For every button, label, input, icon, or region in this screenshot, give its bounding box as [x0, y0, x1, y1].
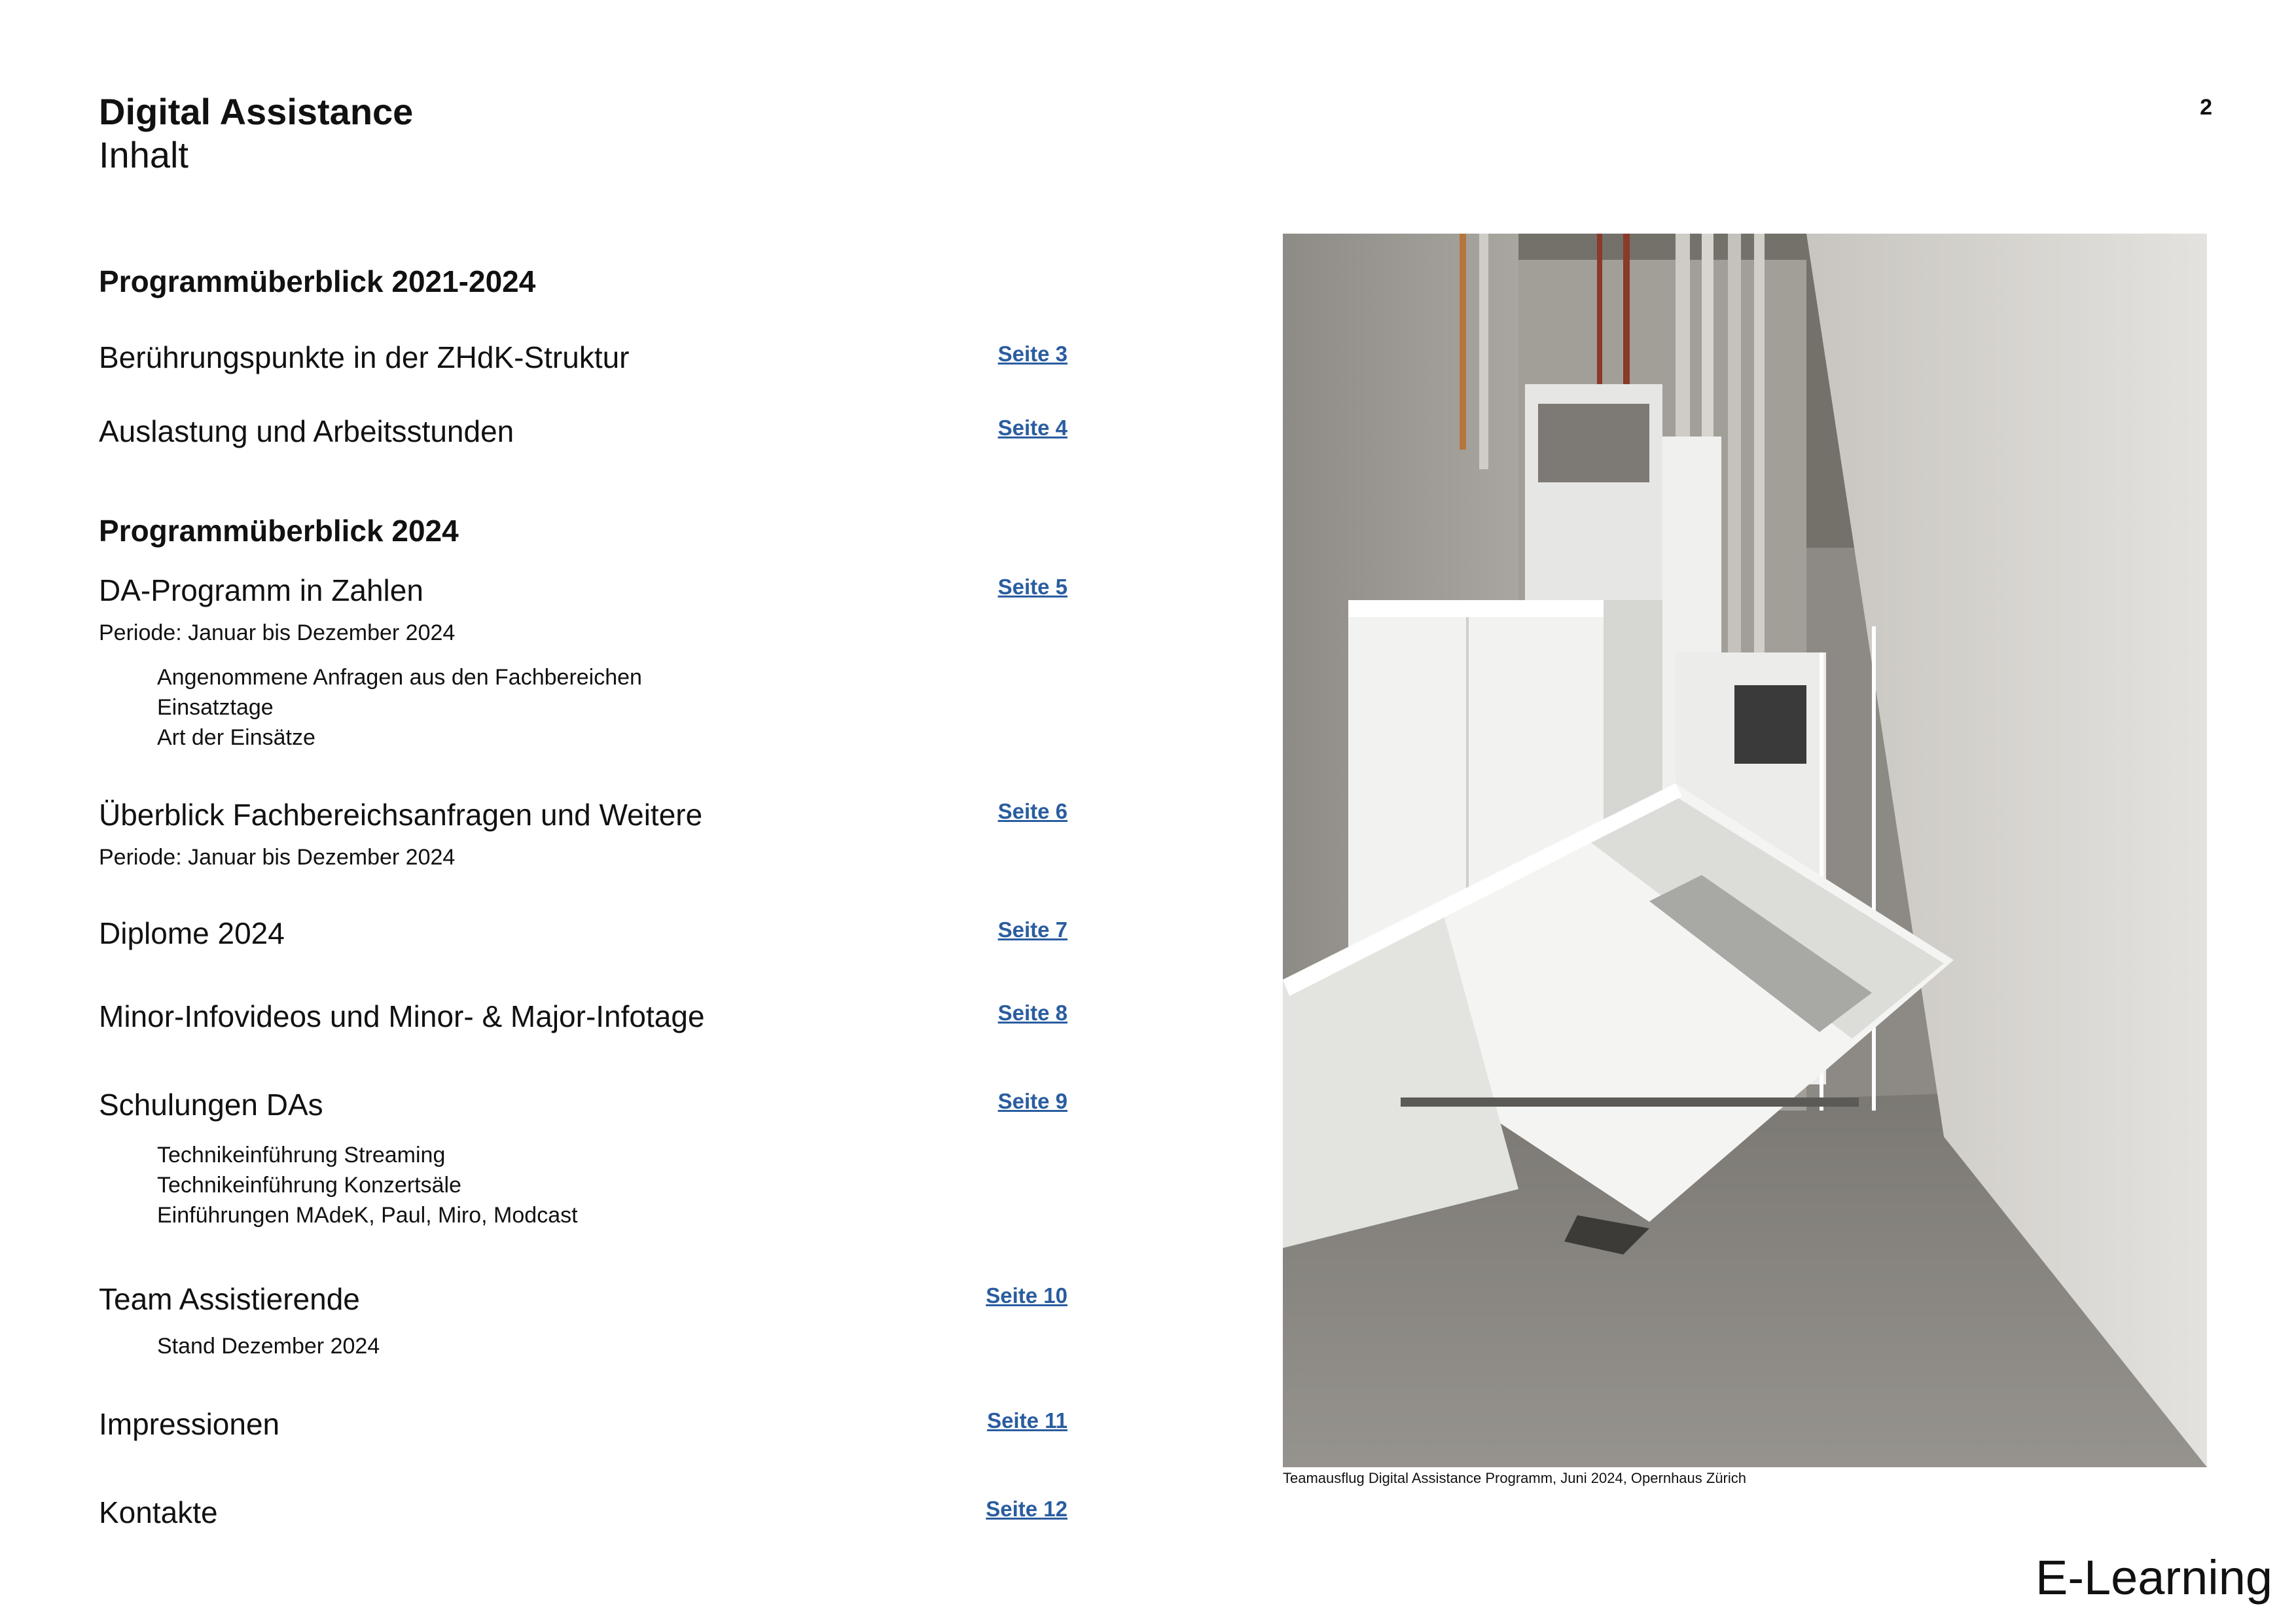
toc-subitem: Einführungen MAdeK, Paul, Miro, Modcast — [157, 1203, 578, 1228]
page-number: 2 — [2200, 95, 2212, 120]
section-heading-2024: Programmüberblick 2024 — [99, 514, 459, 548]
toc-entry-da-programm: DA-Programm in Zahlen — [99, 573, 423, 607]
toc-entry-diplome: Diplome 2024 — [99, 916, 285, 950]
toc-subitem: Stand Dezember 2024 — [157, 1334, 380, 1359]
toc-link-seite-5[interactable]: Seite 5 — [997, 575, 1067, 599]
toc-entry-period: Periode: Januar bis Dezember 2024 — [99, 620, 456, 645]
toc-subitem: Art der Einsätze — [157, 725, 315, 750]
brand-label: E-Learning — [2035, 1550, 2272, 1605]
toc-subitem: Angenommene Anfragen aus den Fachbereichen — [157, 665, 642, 690]
section-heading-2021-2024: Programmüberblick 2021-2024 — [99, 264, 536, 298]
toc-link-seite-7[interactable]: Seite 7 — [997, 918, 1067, 942]
photo-caption: Teamausflug Digital Assistance Programm, Juni 2024, Opernhaus Zürich — [1283, 1470, 1747, 1486]
photo-illustration — [1283, 234, 2207, 1467]
toc-entry-schulungen: Schulungen DAs — [99, 1088, 323, 1122]
toc-entry-auslastung: Auslastung und Arbeitsstunden — [99, 414, 514, 448]
toc-entry-kontakte: Kontakte — [99, 1495, 218, 1529]
toc-entry-team: Team Assistierende — [99, 1282, 360, 1316]
toc-entry-period: Periode: Januar bis Dezember 2024 — [99, 845, 456, 870]
toc-subitem: Technikeinführung Streaming — [157, 1143, 446, 1168]
toc-link-seite-12[interactable]: Seite 12 — [986, 1497, 1067, 1521]
document-title: Digital Assistance — [99, 91, 414, 132]
toc-link-seite-9[interactable]: Seite 9 — [997, 1089, 1067, 1113]
toc-link-seite-6[interactable]: Seite 6 — [997, 799, 1067, 823]
toc-subitem: Einsatztage — [157, 695, 274, 720]
toc-link-seite-4[interactable]: Seite 4 — [997, 416, 1067, 440]
toc-entry-minor-infovideos: Minor-Infovideos und Minor- & Major-Infotage — [99, 999, 705, 1033]
toc-link-seite-10[interactable]: Seite 10 — [986, 1283, 1067, 1308]
document-subtitle: Inhalt — [99, 134, 188, 175]
photo-opernhaus-container — [1283, 234, 2207, 1467]
toc-subitem: Technikeinführung Konzertsäle — [157, 1173, 461, 1198]
toc-entry-impressionen: Impressionen — [99, 1407, 280, 1441]
toc-link-seite-11[interactable]: Seite 11 — [987, 1408, 1067, 1433]
toc-entry-beruehrungspunkte: Berührungspunkte in der ZHdK-Struktur — [99, 340, 630, 374]
toc-entry-ueberblick: Überblick Fachbereichsanfragen und Weitere — [99, 798, 703, 832]
toc-link-seite-8[interactable]: Seite 8 — [997, 1001, 1067, 1025]
toc-link-seite-3[interactable]: Seite 3 — [997, 342, 1067, 366]
